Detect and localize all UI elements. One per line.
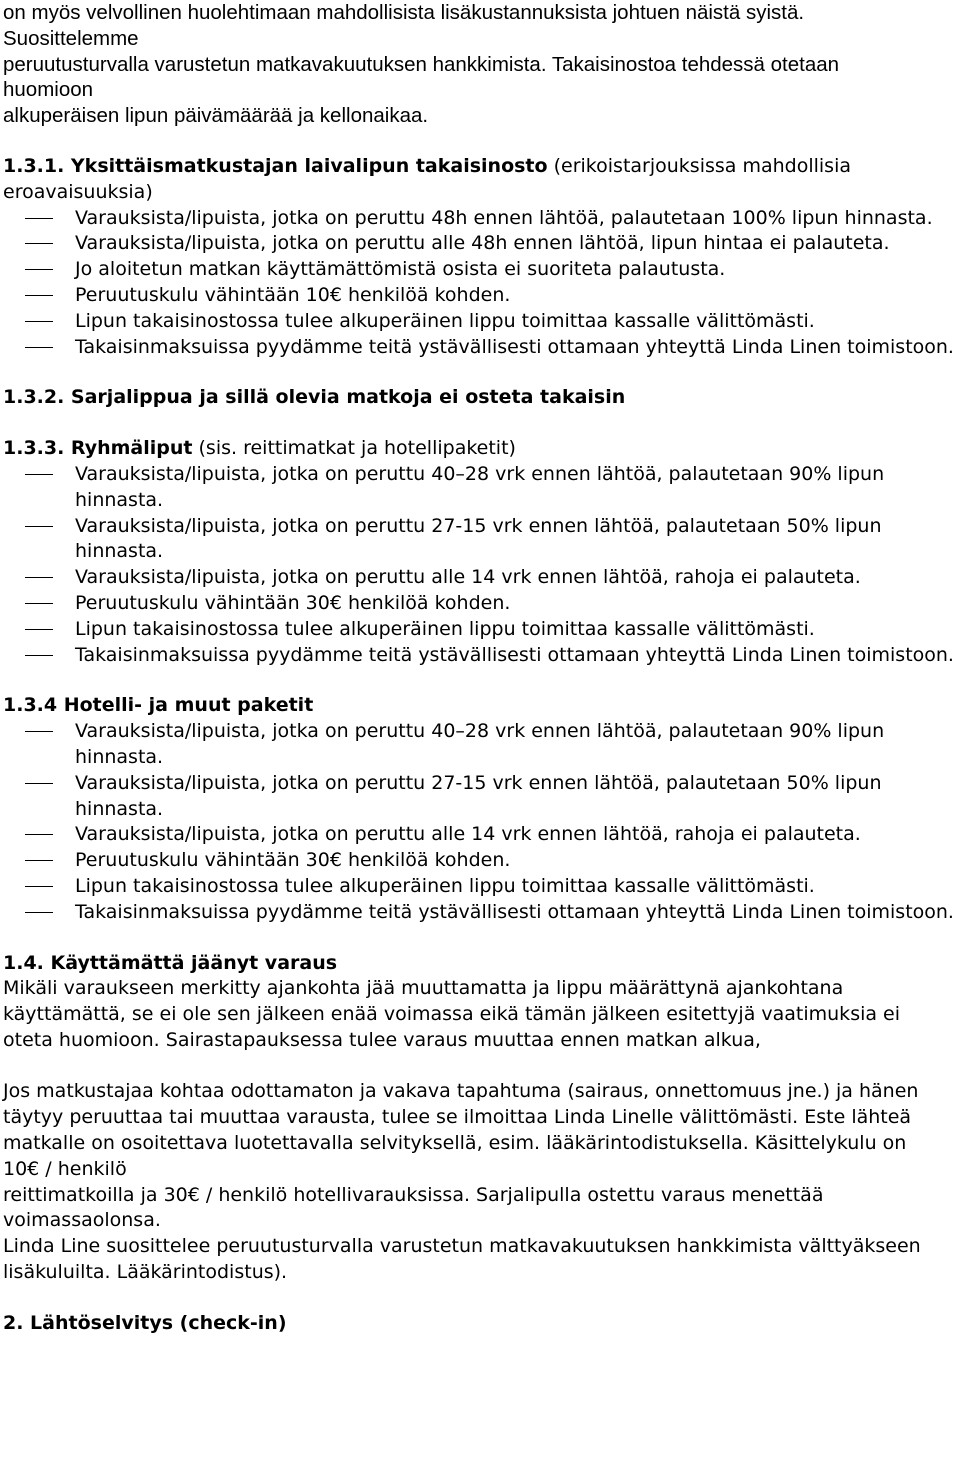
list-item-text: Varauksista/lipuista, jotka on peruttu 48h ennen lähtöä, palautetaan 100% lipun hinnasta.: [75, 206, 933, 229]
dash-bullet-icon: [25, 474, 53, 475]
list-item: [3, 771, 958, 823]
section-heading: [3, 385, 958, 411]
list-item-text: Lipun takaisinostossa tulee alkuperäinen lippu toimittaa kassalle välittömästi.: [75, 617, 815, 640]
dash-bullet-icon: [25, 860, 53, 861]
list-item: [3, 462, 958, 514]
paragraph-line: reittimatkoilla ja 30€ / henkilö hotellivarauksissa. Sarjalipulla ostettu varaus menettää: [3, 1183, 824, 1206]
list-item-text: Varauksista/lipuista, jotka on peruttu alle 48h ennen lähtöä, lipun hintaa ei palauteta.: [75, 232, 890, 255]
paragraph: [3, 1079, 958, 1285]
list-item-text: Jo aloitetun matkan käyttämättömistä osista ei suoriteta palautusta.: [75, 258, 726, 281]
dash-bullet-icon: [25, 603, 53, 604]
paragraph-line: matkalle on osoitettava luotettavalla selvityksellä, esim. lääkärintodistuksella. Käsittelykulu on: [3, 1132, 907, 1155]
list-item: [3, 591, 958, 617]
section-heading-bold: 1.3.4 Hotelli- ja muut paketit: [3, 694, 314, 717]
list-item-text: Peruutuskulu vähintään 10€ henkilöä kohden.: [75, 283, 511, 306]
section-1-4: [3, 951, 958, 1286]
section-heading-rest: (sis. reittimatkat ja hotellipaketit): [192, 437, 516, 460]
section-heading-bold: 1.4. Käyttämättä jäänyt varaus: [3, 951, 338, 974]
list-item-text: Varauksista/lipuista, jotka on peruttu 27-15 vrk ennen lähtöä, palautetaan 50% lipun hinnasta.: [75, 771, 882, 820]
dash-bullet-icon: [25, 912, 53, 913]
dash-bullet-icon: [25, 834, 53, 835]
section-heading: [3, 436, 958, 462]
intro-line: huomioon: [3, 78, 94, 102]
paragraph-line: Jos matkustajaa kohtaa odottamaton ja vakava tapahtuma (sairaus, onnettomuus jne.) ja hänen: [3, 1080, 919, 1103]
list-item: [3, 643, 958, 669]
dash-bullet-icon: [25, 526, 53, 527]
list-item-text: Takaisinmaksuissa pyydämme teitä ystävällisesti ottamaan yhteyttä Linda Linen toimistoon.: [75, 335, 954, 358]
dash-list: [3, 719, 958, 925]
list-item-text: Varauksista/lipuista, jotka on peruttu 27-15 vrk ennen lähtöä, palautetaan 50% lipun hinnasta.: [75, 514, 882, 563]
dash-bullet-icon: [25, 886, 53, 887]
section-2: [3, 1311, 958, 1337]
intro-line: on myös velvollinen huolehtimaan mahdollisista lisäkustannuksista johtuen näistä syistä.: [3, 1, 805, 24]
paragraph: [3, 976, 958, 1053]
paragraph-line: täytyy peruuttaa tai muuttaa varausta, tulee se ilmoittaa Linda Linelle välittömästi. Este lähteä: [3, 1106, 912, 1129]
section-heading: [3, 1311, 958, 1337]
list-item: [3, 283, 958, 309]
list-item: [3, 514, 958, 566]
paragraph-line: Linda Line suosittelee peruutusturvalla varustetun matkavakuutuksen hankkimista välttyäkseen: [3, 1235, 921, 1258]
section-1-3-2: [3, 385, 958, 411]
list-item-text: Takaisinmaksuissa pyydämme teitä ystävällisesti ottamaan yhteyttä Linda Linen toimistoon.: [75, 900, 954, 923]
list-item-text: Peruutuskulu vähintään 30€ henkilöä kohden.: [75, 591, 511, 614]
list-item: [3, 900, 958, 926]
list-item: [3, 719, 958, 771]
dash-bullet-icon: [25, 269, 53, 270]
section-1-3-4: [3, 693, 958, 925]
list-item-text: Lipun takaisinostossa tulee alkuperäinen lippu toimittaa kassalle välittömästi.: [75, 874, 815, 897]
list-item: [3, 822, 958, 848]
intro-line: alkuperäisen lipun päivämäärää ja kellonaikaa.: [3, 104, 429, 128]
list-item: [3, 309, 958, 335]
list-item: [3, 206, 958, 232]
paragraph-line: 10€ / henkilö: [3, 1157, 127, 1180]
paragraph-line: käyttämättä, se ei ole sen jälkeen enää voimassa eikä tämän jälkeen esitettyjä vaatimuksia ei: [3, 1003, 901, 1026]
section-heading-line2: eroavaisuuksia): [3, 180, 153, 203]
dash-bullet-icon: [25, 577, 53, 578]
dash-bullet-icon: [25, 629, 53, 630]
dash-bullet-icon: [25, 783, 53, 784]
intro-paragraph: [3, 0, 958, 129]
list-item: [3, 335, 958, 361]
section-heading-bold: 2. Lähtöselvitys (check-in): [3, 1311, 287, 1334]
dash-bullet-icon: [25, 731, 53, 732]
list-item: [3, 565, 958, 591]
dash-list: [3, 462, 958, 668]
section-heading-bold: 1.3.1. Yksittäismatkustajan laivalipun takaisinosto: [3, 154, 548, 177]
section-heading-rest: (erikoistarjouksissa mahdollisia: [547, 154, 851, 177]
dash-bullet-icon: [25, 347, 53, 348]
list-item: [3, 874, 958, 900]
section-heading: [3, 154, 958, 180]
document-page: [3, 0, 958, 1337]
list-item: [3, 231, 958, 257]
section-heading: [3, 693, 958, 719]
list-item-text: Takaisinmaksuissa pyydämme teitä ystävällisesti ottamaan yhteyttä Linda Linen toimistoon.: [75, 643, 954, 666]
section-heading: [3, 951, 958, 977]
list-item: [3, 257, 958, 283]
paragraph-line: lisäkuluilta. Lääkärintodistus).: [3, 1261, 288, 1284]
list-item-text: Peruutuskulu vähintään 30€ henkilöä kohden.: [75, 849, 511, 872]
list-item-text: Varauksista/lipuista, jotka on peruttu alle 14 vrk ennen lähtöä, rahoja ei palauteta.: [75, 823, 861, 846]
list-item-text: Varauksista/lipuista, jotka on peruttu 40–28 vrk ennen lähtöä, palautetaan 90% lipun hinnasta.: [75, 720, 885, 768]
section-heading-bold: 1.3.2. Sarjalippua ja sillä olevia matkoja ei osteta takaisin: [3, 386, 626, 409]
paragraph-line: oteta huomioon. Sairastapauksessa tulee varaus muuttaa ennen matkan alkua,: [3, 1028, 761, 1051]
dash-bullet-icon: [25, 295, 53, 296]
dash-bullet-icon: [25, 243, 53, 244]
section-1-3-3: [3, 436, 958, 668]
intro-line: peruutusturvalla varustetun matkavakuutuksen hankkimista. Takaisinostoa tehdessä otetaan: [3, 52, 840, 76]
paragraph-line: voimassaolonsa.: [3, 1209, 161, 1232]
list-item-text: Varauksista/lipuista, jotka on peruttu alle 14 vrk ennen lähtöä, rahoja ei palauteta.: [75, 566, 861, 589]
list-item-text: Lipun takaisinostossa tulee alkuperäinen lippu toimittaa kassalle välittömästi.: [75, 309, 815, 332]
list-item: [3, 617, 958, 643]
list-item-text: Varauksista/lipuista, jotka on peruttu 40–28 vrk ennen lähtöä, palautetaan 90% lipun hinnasta.: [75, 462, 885, 511]
dash-bullet-icon: [25, 321, 53, 322]
dash-bullet-icon: [25, 218, 53, 219]
dash-list: [3, 206, 958, 361]
paragraph-line: Mikäli varaukseen merkitty ajankohta jää muuttamatta ja lippu määrättynä ajankohtana: [3, 977, 844, 1000]
section-1-3-1: [3, 154, 958, 360]
list-item: [3, 848, 958, 874]
intro-line: Suosittelemme: [3, 26, 139, 50]
section-heading-bold: 1.3.3. Ryhmäliput: [3, 437, 193, 460]
dash-bullet-icon: [25, 655, 53, 656]
